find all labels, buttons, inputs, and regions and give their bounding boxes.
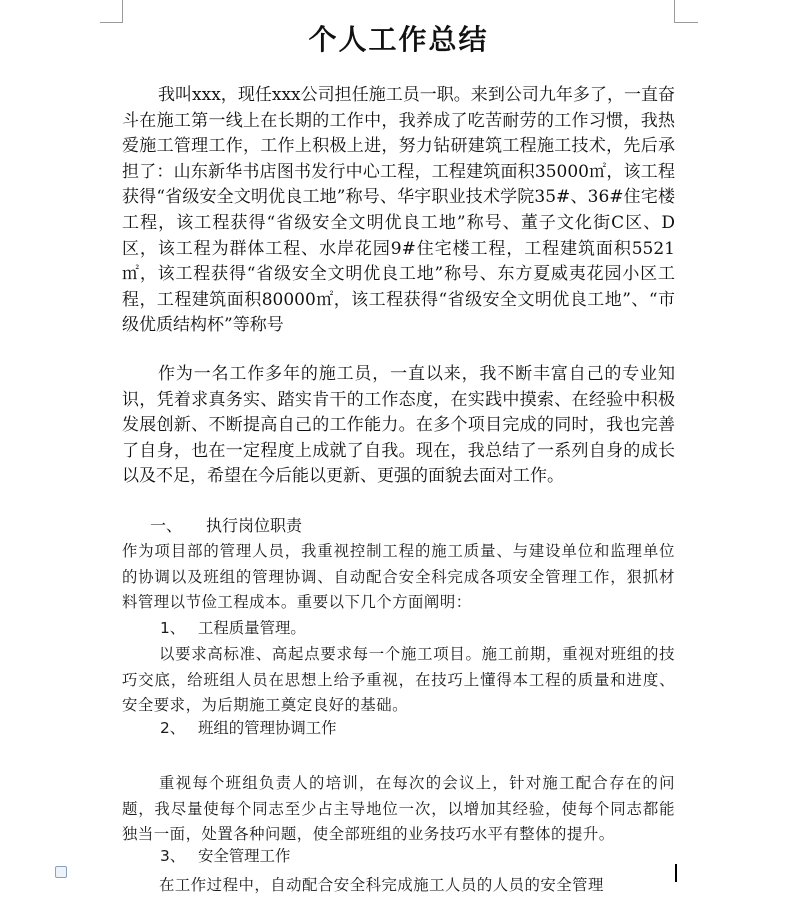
subsection-heading-text: 安全管理工作: [198, 847, 291, 865]
subsection-heading-quality: [160, 616, 306, 640]
subsection-number: 3、: [160, 847, 186, 865]
section-heading-text: 执行岗位职责: [206, 516, 303, 535]
document-title: 个人工作总结: [308, 23, 489, 56]
subsection-number: 2、: [160, 719, 186, 737]
text-cursor: [675, 864, 677, 882]
subsection-heading-team: [160, 716, 337, 740]
subsection-number: 1、: [160, 619, 186, 637]
subsection-heading-text: 班组的管理协调工作: [198, 719, 337, 737]
subsection-heading-text: 工程质量管理。: [198, 619, 306, 637]
subsection-text-safety: 在工作过程中，自动配合安全科完成施工人员的人员的安全管理: [159, 876, 604, 894]
subsection-heading-safety: [160, 844, 290, 868]
section-intro: 作为项目部的管理人员，我重视控制工程的施工质量、与建设单位和监理单位的协调以及班组的管理协调、自动配合安全科完成各项安全管理工作，狠抓材料管理以节俭工程成本。重要以下几个方面阐明：: [122, 542, 675, 612]
section-heading: [150, 514, 302, 538]
paragraph-intro: 我叫xxx，现任xxx公司担任施工员一职。来到公司九年多了，一直奋斗在施工第一线上在长期的工作中，我养成了吃苦耐劳的工作习惯，我热爱施工管理工作，工作上积极上进，努力钻研建筑工程施工技术，先后承担了：山东新华书店图书发行中心工程，工程建筑面积35000㎡，该工程获得“省级安全文明优良工地”称号、华宇职业技术学院35#、36#住宅楼工程，该工程获得“省级安全文明优良工地”称号、董子文化街C区、D区，该工程为群体工程、水岸花园9#住宅楼工程，工程建筑面积5521㎡，该工程获得“省级安全文明优良工地”称号、东方夏威夷花园小区工程，工程建筑面积80000㎡，该工程获得“省级安全文明优良工地”、“市级优质结构杯”等称号: [122, 85, 675, 336]
paste-options-icon[interactable]: [55, 866, 67, 878]
section-number: 一、: [150, 516, 183, 535]
subsection-text-quality: 以要求高标准、高起点要求每一个施工项目。施工前期，重视对班组的技巧交底，给班组人员在思想上给予重视，在技巧上懂得本工程的质量和进度、安全要求，为后期施工奠定良好的基础。: [122, 645, 675, 715]
paragraph-experience: 作为一名工作多年的施工员，一直以来，我不断丰富自己的专业知识，凭着求真务实、踏实肯干的工作态度，在实践中摸索、在经验中积极发展创新、不断提高自己的工作能力。在多个项目完成的同时，我也完善了自身，也在一定程度上成就了自我。现在，我总结了一系列自身的成长以及不足，希望在今后能以更新、更强的面貌去面对工作。: [122, 364, 675, 487]
subsection-text-team: 重视每个班组负责人的培训，在每次的会议上，针对施工配合存在的问题，我尽量使每个同志至少占主导地位一次，以增加其经验，使每个同志都能独当一面，处置各种问题，使全部班组的业务技巧水平有整体的提升。: [122, 774, 675, 844]
